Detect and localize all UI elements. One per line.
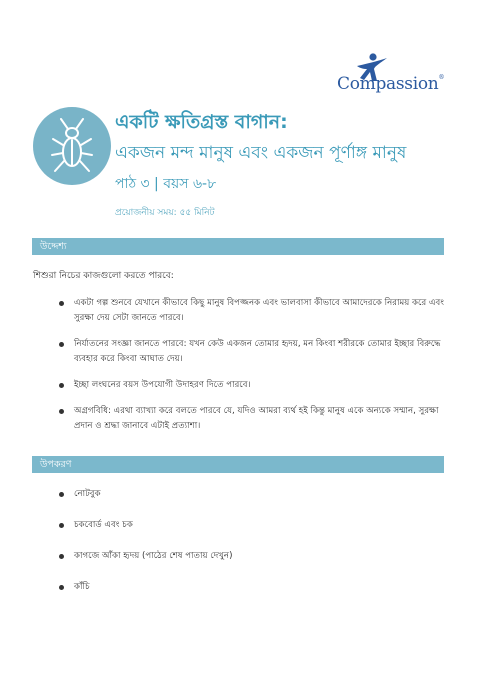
insect-icon	[33, 107, 111, 185]
bullet-icon	[59, 342, 64, 347]
bullet-icon	[59, 492, 64, 497]
bullet-icon	[59, 409, 64, 414]
lesson-info: পাঠ ৩ | বয়স ৬-৮	[115, 176, 217, 192]
bullet-icon	[59, 383, 64, 388]
list-item: একটা গল্প শুনবে যেখানে কীভাবে কিছু মানুষ বিপজ্জনক এবং ভালবাসা কীভাবে আমাদেরকে নিরাময় করে এবং সুরক্ষা দেয় সেটা জানতে পারবে।	[52, 296, 447, 326]
bullet-icon	[59, 523, 64, 528]
list-item: ইচ্ছা লংঘনের বয়স উপযোগী উদাহরণ দিতে পারবে।	[52, 378, 447, 393]
lesson-title: একটি ক্ষতিগ্রস্ত বাগান:	[115, 111, 288, 133]
objectives-list	[52, 296, 447, 445]
list-item: চকবোর্ড এবং চক	[52, 518, 447, 533]
list-item: নির্যাতনের সংজ্ঞা জানতে পারবে: যখন কেউ একজন তোমার হৃদয়, মন কিংবা শরীরকে তোমার ইচ্ছার বিরুদ্ধে ব্যবহার করে কিংবা আঘাত দেয়।	[52, 337, 447, 367]
time-value: ৫৫ মিনিট	[179, 208, 215, 218]
list-item: অগ্রগবিধি: এরথা ব্যাখ্যা করে বলতে পারবে যে, যদিও আমরা ব্যর্থ হই কিন্তু মানুষ একে অন্যকে সম্মান, সুরক্ষা প্রদান ও শ্রদ্ধা জানাবে এটাই প্রত্যাশা।	[52, 404, 447, 434]
lesson-badge	[33, 107, 111, 185]
logo-wordmark: Compassion®	[337, 74, 445, 94]
list-item: নোটবুক	[52, 487, 447, 502]
list-item: কাগজে আঁকা হৃদয় (পাঠের শেষ পাতায় দেখুন)	[52, 549, 447, 564]
time-label: প্রয়োজনীয় সময়:	[115, 208, 177, 218]
bullet-icon	[59, 585, 64, 590]
objectives-heading: উদ্দেশ্য	[32, 238, 444, 255]
materials-list	[52, 487, 447, 611]
compassion-logo	[333, 52, 448, 102]
time-required	[115, 205, 215, 220]
materials-heading: উপকরণ	[32, 456, 444, 473]
objectives-intro: শিশুরা নিচের কাজগুলো করতে পারবে:	[33, 271, 174, 281]
lesson-subtitle: একজন মন্দ মানুষ এবং একজন পূর্ণাঙ্গ মানুষ	[115, 143, 407, 163]
bullet-icon	[59, 301, 64, 306]
bullet-icon	[59, 554, 64, 559]
list-item: কাঁচি	[52, 580, 447, 595]
